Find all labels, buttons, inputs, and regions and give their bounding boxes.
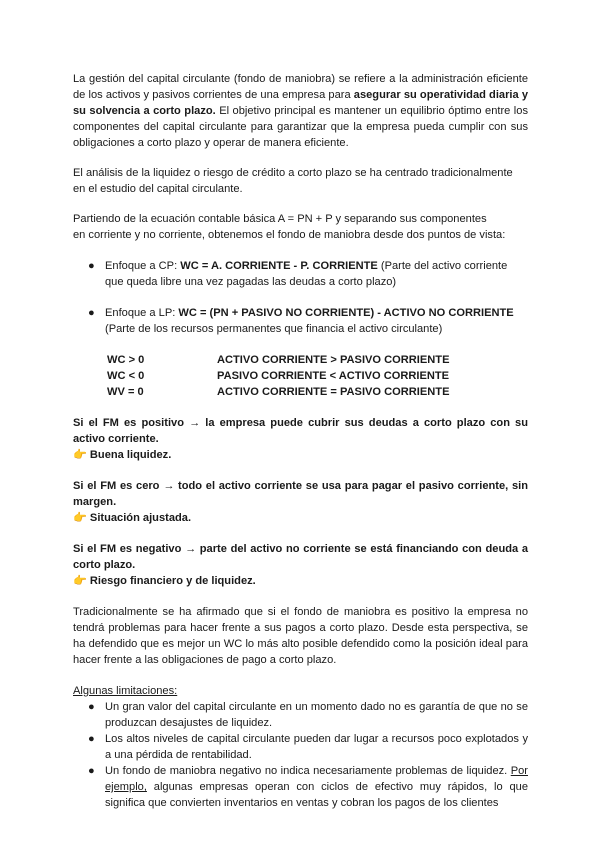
bullet-lp [73,305,528,337]
limitations-list [73,699,528,811]
intro-text: La gestión del capital circulante (fondo de maniobra) se refiere a la administración eficiente de los activos y pasivos corrientes de una empresa para [73,73,528,101]
bullet-cp [73,258,528,290]
pointing-hand-icon: 👉 [73,575,87,587]
fm-case-text: Si el FM es positivo → la empresa puede cubrir sus deudas a corto plazo con su activo corriente. [73,417,528,445]
pointing-hand-icon: 👉 [73,512,87,524]
list-item [73,699,528,731]
equation-line-2: en corriente y no corriente, obtenemos el fondo de maniobra desde dos puntos de vista: [73,229,506,241]
fm-case-positive [73,415,528,463]
wc-rel: ACTIVO CORRIENTE = PASIVO CORRIENTE [217,386,450,398]
wc-cond: WV = 0 [107,386,144,398]
fm-case-negative [73,541,528,589]
bullet-icon: ● [88,733,95,745]
fm-case-result: Riesgo financiero y de liquidez. [89,575,256,587]
fm-case-result: Buena liquidez. [89,449,172,461]
equation-paragraph [73,211,528,243]
wc-rel: PASIVO CORRIENTE < ACTIVO CORRIENTE [217,370,450,382]
wc-cond: WC > 0 [107,354,145,366]
pointing-hand-icon: 👉 [73,449,87,461]
bullet-cp-label: Enfoque a CP: [105,260,181,272]
wc-table [107,352,528,400]
wc-rel: ACTIVO CORRIENTE > PASIVO CORRIENTE [217,354,450,366]
bullet-icon: ● [88,765,95,777]
bullet-lp-formula: WC = (PN + PASIVO NO CORRIENTE) - ACTIVO NO CORRIENTE [178,307,514,319]
bullet-icon: ● [88,260,95,272]
list-item-text: Un fondo de maniobra negativo no indica necesariamente problemas de liquidez. [105,765,511,777]
bullet-cp-formula: WC = A. CORRIENTE - P. CORRIENTE [180,260,378,272]
fm-case-zero [73,478,528,526]
fm-case-text: Si el FM es cero → todo el activo corriente se usa para pagar el pasivo corriente, sin margen. [73,480,528,508]
example-link: Por ejemplo, [105,765,528,793]
equation-line-1: Partiendo de la ecuación contable básica A = PN + P y separando sus componentes [73,213,487,225]
fm-cases [73,415,528,589]
bullet-lp-label: Enfoque a LP: [105,307,179,319]
list-item [73,731,528,763]
liquidity-paragraph: El análisis de la liquidez o riesgo de crédito a corto plazo se ha centrado tradicionalmente en el estudio del capital circulante. [73,167,513,195]
document-page [73,71,528,811]
traditional-paragraph: Tradicionalmente se ha afirmado que si el fondo de maniobra es positivo la empresa no tendrá problemas para hacer frente a sus pagos a corto plazo. Desde esta perspectiva, se ha defendido que es mejor un WC lo más alto posible defendido como la posición ideal para hacer frente a las obligaciones de pago a corto plazo. [73,606,528,666]
list-item [73,763,528,811]
bullet-lp-desc: (Parte de los recursos permanentes que financia el activo circulante) [105,323,443,335]
list-item-text: Los altos niveles de capital circulante pueden dar lugar a recursos poco explotados y a una pérdida de rentabilidad. [105,733,528,761]
bullet-icon: ● [88,307,95,319]
fm-case-text: Si el FM es negativo → parte del activo no corriente se está financiando con deuda a corto plazo. [73,543,528,571]
limitations-title: Algunas limitaciones: [73,685,178,697]
list-item-text-end: algunas empresas operan con ciclos de efectivo muy rápidos, lo que significa que convierten inventarios en ventas y cobran los pagos de los clientes [105,781,528,809]
intro-bold: asegurar su operatividad diaria y su solvencia a corto plazo. [73,89,528,117]
intro-text-end: El objetivo principal es mantener un equilibrio óptimo entre los componentes del capital circulante para garantizar que la empresa pueda cumplir con sus obligaciones a corto plazo y operar de manera eficiente. [73,105,528,149]
list-item-text: Un gran valor del capital circulante en un momento dado no es garantía de que no se produzcan desajustes de liquidez. [105,701,528,729]
fm-case-result: Situación ajustada. [89,512,192,524]
bullet-cp-desc: (Parte del activo corriente que queda libre una vez pagadas las deudas a corto plazo) [105,260,508,288]
wc-cond: WC < 0 [107,370,145,382]
intro-paragraph [73,71,528,151]
bullet-icon: ● [88,701,95,713]
